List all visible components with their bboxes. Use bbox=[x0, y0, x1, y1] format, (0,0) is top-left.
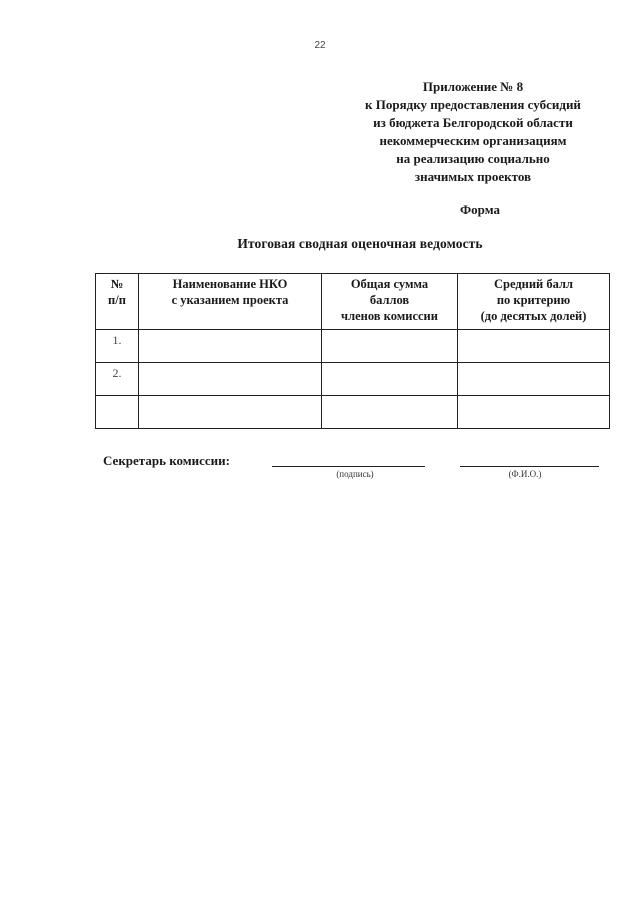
secretary-label: Секретарь комиссии: bbox=[103, 453, 230, 468]
form-label: Форма bbox=[460, 202, 500, 217]
name-caption: (Ф.И.О.) bbox=[508, 469, 542, 479]
summary-score-table bbox=[95, 273, 610, 429]
appendix-line: некоммерческим организациям bbox=[379, 133, 567, 148]
signature-line bbox=[272, 466, 425, 467]
header-line: (до десятых долей) bbox=[480, 309, 587, 323]
header-line: Общая сумма bbox=[350, 277, 429, 291]
cell-nko-name bbox=[139, 396, 322, 429]
cell-total-score bbox=[322, 330, 458, 363]
header-line: Наименование НКО bbox=[172, 277, 288, 291]
header-line: по критерию bbox=[496, 293, 571, 307]
cell-row-number bbox=[96, 396, 139, 429]
table-row bbox=[96, 330, 610, 363]
appendix-line: Приложение № 8 bbox=[422, 79, 524, 94]
page-number: 22 bbox=[314, 40, 326, 51]
cell-row-number: 1. bbox=[96, 330, 139, 363]
appendix-line: к Порядку предоставления субсидий bbox=[365, 97, 581, 112]
header-total-score bbox=[322, 274, 458, 330]
appendix-heading bbox=[318, 78, 628, 186]
table-row bbox=[96, 363, 610, 396]
appendix-line: из бюджета Белгородской области bbox=[373, 115, 573, 130]
cell-nko-name bbox=[139, 330, 322, 363]
cell-nko-name bbox=[139, 363, 322, 396]
name-line bbox=[460, 466, 599, 467]
header-line: баллов bbox=[369, 293, 410, 307]
cell-total-score bbox=[322, 363, 458, 396]
cell-average-score bbox=[458, 396, 610, 429]
header-line: членов комиссии bbox=[341, 309, 438, 323]
header-average-score bbox=[458, 274, 610, 330]
header-line: № bbox=[110, 277, 124, 291]
document-title: Итоговая сводная оценочная ведомость bbox=[237, 236, 483, 251]
cell-average-score bbox=[458, 330, 610, 363]
header-nko-name bbox=[139, 274, 322, 330]
appendix-line: на реализацию социально bbox=[396, 151, 550, 166]
header-line: Средний балл bbox=[493, 277, 574, 291]
cell-total-score bbox=[322, 396, 458, 429]
cell-row-number: 2. bbox=[96, 363, 139, 396]
header-line: с указанием проекта bbox=[171, 293, 289, 307]
header-row-number bbox=[96, 274, 139, 330]
cell-average-score bbox=[458, 363, 610, 396]
header-line: п/п bbox=[108, 293, 126, 307]
signature-caption: (подпись) bbox=[336, 469, 374, 479]
table-row bbox=[96, 396, 610, 429]
table-header-row bbox=[96, 274, 610, 330]
appendix-line: значимых проектов bbox=[414, 169, 532, 184]
